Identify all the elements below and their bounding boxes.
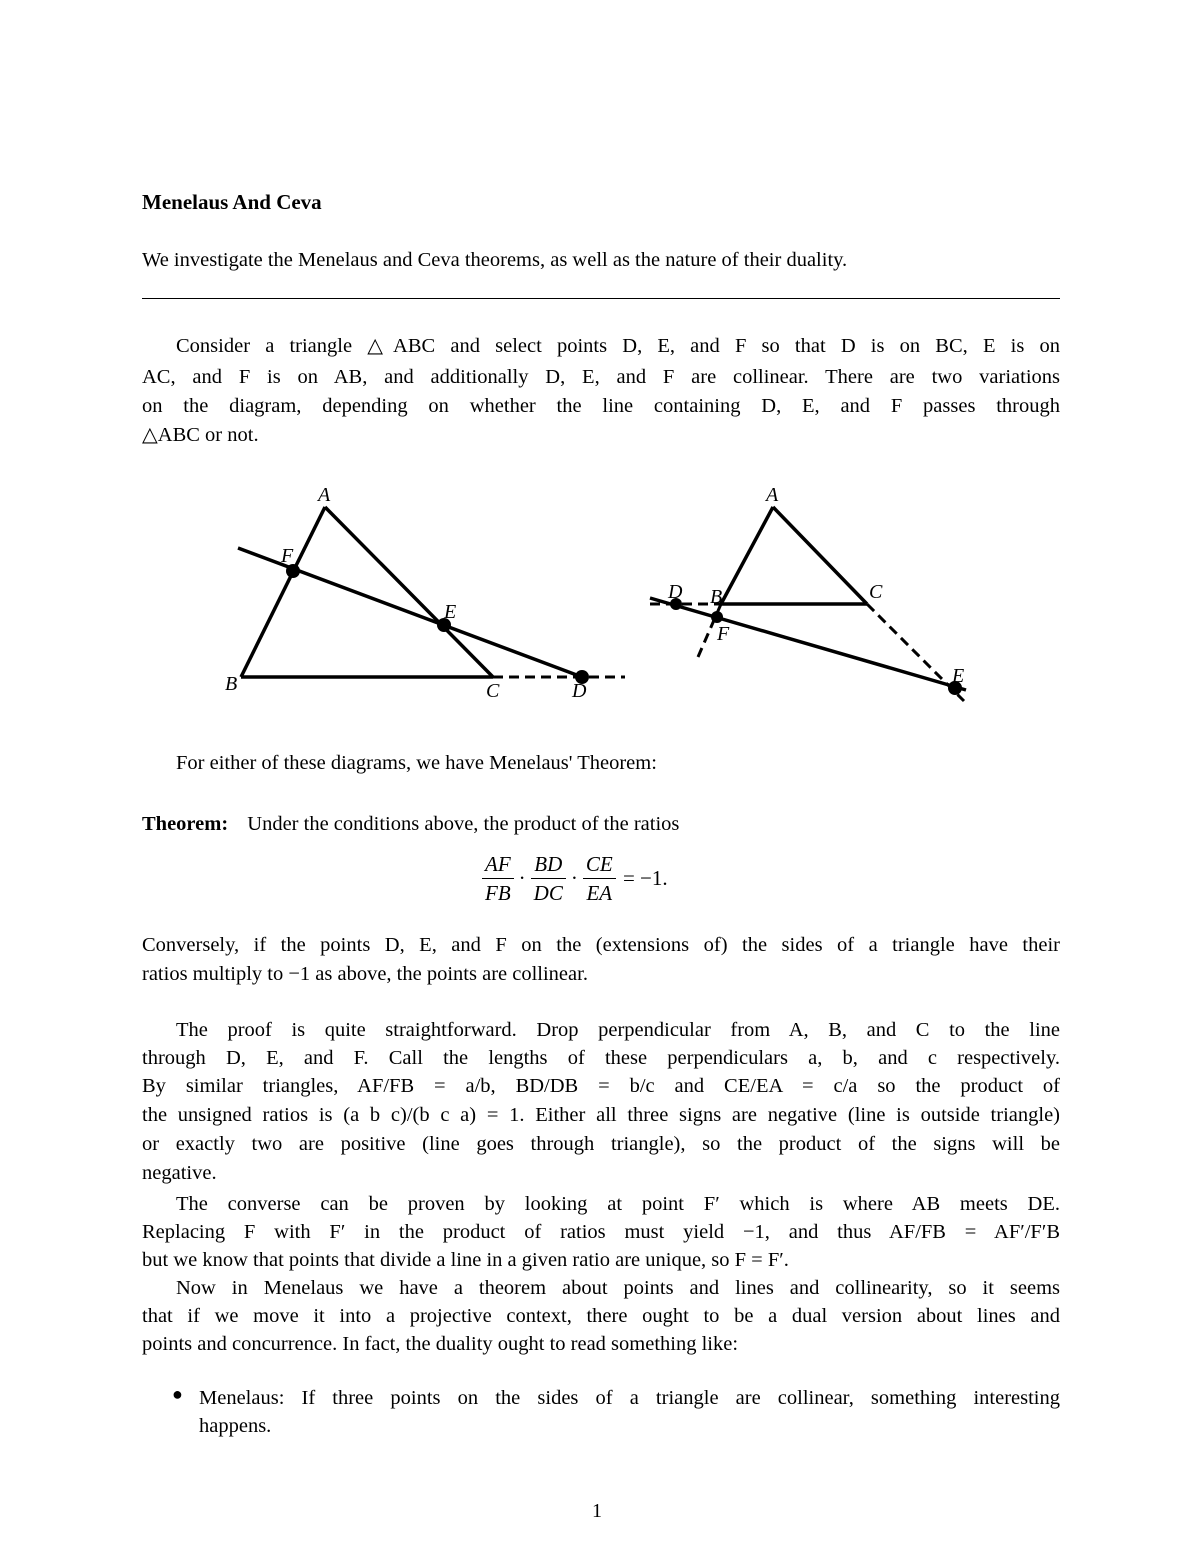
page-number: 1	[592, 1500, 602, 1522]
converse-proof-line-1: The converse can be proven by looking at point F′ which is where AB meets DE.	[176, 1193, 1060, 1215]
converse-proof-line-2: Replacing F with F′ in the product of ratios must yield −1, and thus AF/FB = AF′/F′B	[142, 1221, 1060, 1243]
proof-line-3: By similar triangles, AF/FB = a/b, BD/DB = b/c and CE/EA = c/a so the product of	[142, 1075, 1060, 1097]
menelaus-diagrams	[0, 470, 1200, 720]
label-a: A	[766, 484, 779, 506]
label-c: C	[869, 581, 883, 603]
proof-line-6: negative.	[142, 1162, 217, 1184]
point-f	[711, 611, 723, 623]
label-c: C	[486, 680, 500, 702]
paper-title: Menelaus And Ceva	[142, 190, 322, 214]
label-f: F	[281, 545, 294, 567]
bullet-marker: ●	[172, 1384, 183, 1404]
intro-line-1: Consider a triangle △ABC and select points D, E, and F so that D is on BC, E is on	[176, 335, 1060, 357]
theorem-text: Under the conditions above, the product of the ratios	[247, 813, 680, 835]
theorem-label: Theorem:	[142, 813, 229, 835]
label-f: F	[717, 623, 730, 645]
proof-line-2: through D, E, and F. Call the lengths of these perpendiculars a, b, and c respectively.	[142, 1047, 1060, 1069]
label-a: A	[318, 484, 331, 506]
theorem-statement	[142, 810, 1060, 838]
label-e: E	[444, 601, 457, 623]
intro-line-2: AC, and F is on AB, and additionally D, E, and F are collinear. There are two variations	[142, 366, 1060, 388]
segment-ac	[325, 507, 493, 677]
bullet-line-1: Menelaus: If three points on the sides of a triangle are collinear, something interesting	[199, 1387, 1060, 1409]
left-diagram	[225, 484, 625, 702]
segment-ac	[773, 507, 867, 604]
equation-rhs: = −1.	[622, 866, 668, 890]
segment-ab	[241, 507, 325, 677]
dual-line-3: points and concurrence. In fact, the duality ought to read something like:	[142, 1333, 739, 1355]
proof-line-4: the unsigned ratios is (a b c)/(b c a) = 1. Either all three signs are negative (line is outside triangle)	[142, 1104, 1060, 1126]
intro-line-3: on the diagram, depending on whether the line containing D, E, and F passes through	[142, 395, 1060, 417]
converse-line-2: ratios multiply to −1 as above, the points are collinear.	[142, 963, 588, 985]
segment-ab	[721, 507, 773, 604]
proof-line-5: or exactly two are positive (line goes through triangle), so the product of the signs will be	[142, 1133, 1060, 1155]
right-diagram	[650, 484, 966, 701]
intro-line-4: △ABC or not.	[142, 424, 259, 446]
dual-line-2: that if we move it into a projective context, there ought to be a dual version about lines and	[142, 1305, 1060, 1327]
label-b: B	[225, 673, 238, 695]
either-sentence: For either of these diagrams, we have Menelaus' Theorem:	[176, 752, 657, 774]
proof-line-1: The proof is quite straightforward. Drop perpendicular from A, B, and C to the line	[176, 1019, 1060, 1041]
transversal-line	[650, 598, 966, 690]
dual-line-1: Now in Menelaus we have a theorem about points and lines and collinearity, so it seems	[176, 1277, 1060, 1299]
section-rule	[142, 298, 1060, 299]
menelaus-equation: $\frac{AF}{FB}$ · $\frac{BD}{DC}$ · $\frac{CE}{EA}$ = −1.	[480, 850, 668, 920]
label-e: E	[952, 665, 965, 687]
label-d: D	[668, 581, 683, 603]
converse-proof-line-3: but we know that points that divide a line in a given ratio are unique, so F = F′.	[142, 1249, 789, 1271]
fraction-bd-dc: $\frac{BD}{DC}$	[531, 850, 566, 907]
fraction-af-fb: $\frac{AF}{FB}$	[482, 850, 514, 907]
label-b: B	[710, 586, 723, 608]
bullet-line-2: happens.	[199, 1415, 272, 1437]
abstract: We investigate the Menelaus and Ceva theorems, as well as the nature of their duality.	[142, 249, 848, 271]
label-d: D	[572, 680, 587, 702]
converse-line-1: Conversely, if the points D, E, and F on the (extensions of) the sides of a triangle have their	[142, 934, 1060, 956]
fraction-ce-ea: $\frac{CE}{EA}$	[583, 850, 616, 907]
